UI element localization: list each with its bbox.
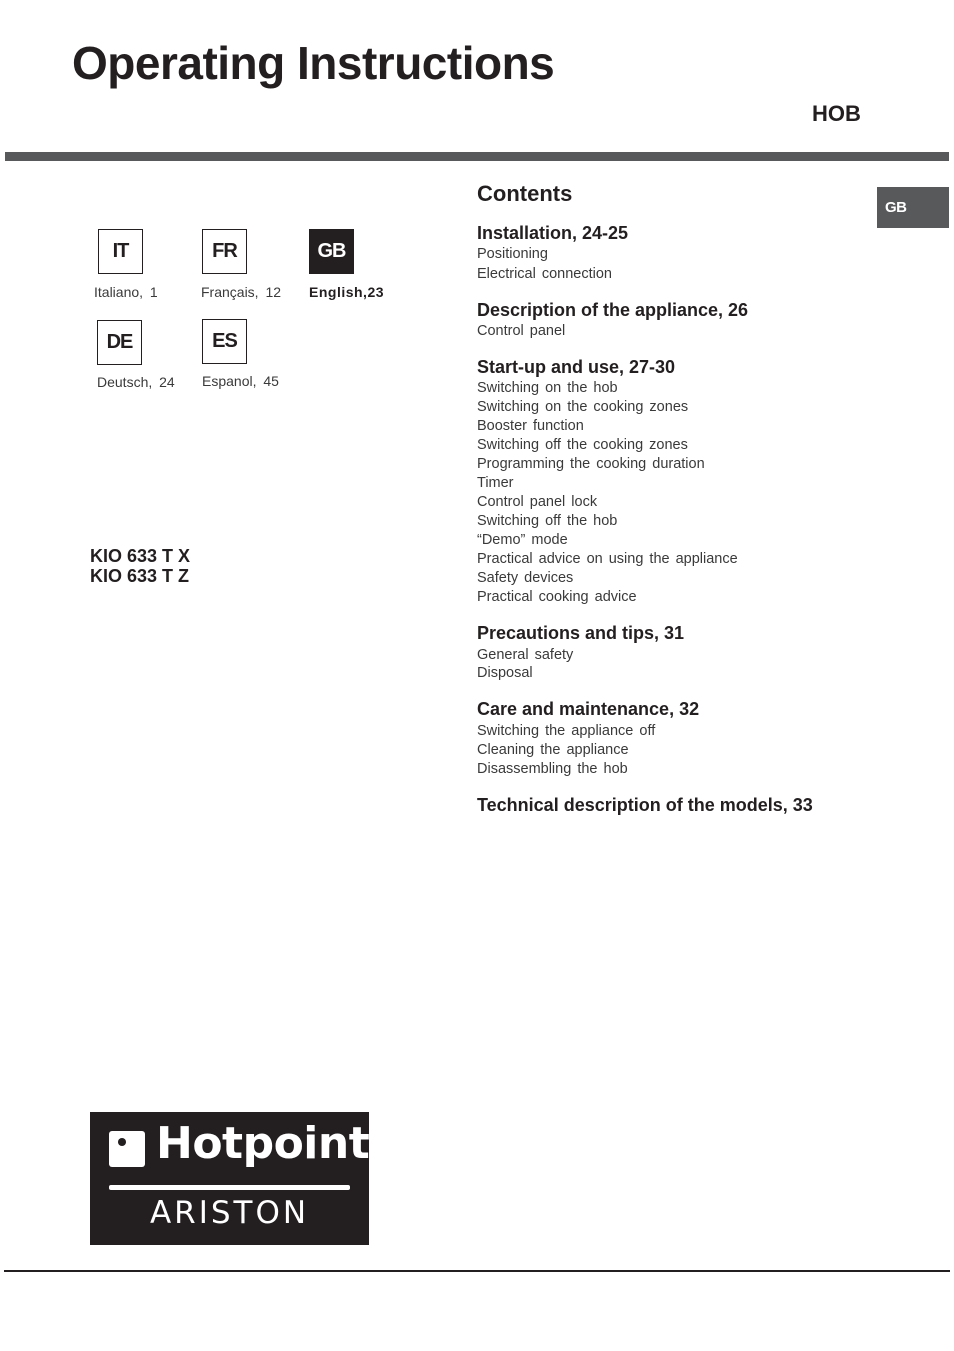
logo-sub-text: ARISTON — [149, 1195, 310, 1231]
brand-logo — [90, 1112, 369, 1245]
lang-label-it: Italiano, 1 — [94, 284, 158, 300]
section-item: Cleaning the appliance — [477, 742, 629, 758]
footer-divider — [4, 1270, 950, 1272]
section-item: Switching off the cooking zones — [477, 437, 688, 453]
lang-box-gb: GB — [309, 229, 354, 274]
section-item: Switching on the hob — [477, 380, 618, 396]
lang-label-fr: Français, 12 — [201, 284, 282, 300]
section-item: Programming the cooking duration — [477, 456, 705, 472]
lang-box-it: IT — [98, 229, 143, 274]
model-name: KIO 633 T Z — [90, 566, 190, 586]
section-item: Switching on the cooking zones — [477, 399, 689, 415]
section-title: Care and maintenance, 32 — [477, 699, 700, 719]
lang-label-de: Deutsch, 24 — [97, 374, 175, 390]
section-title: Technical description of the models, 33 — [477, 795, 813, 815]
section-item: Booster function — [477, 418, 584, 434]
model-name: KIO 633 T X — [90, 546, 191, 566]
section-item: Switching off the hob — [477, 513, 618, 529]
section-item: Positioning — [477, 246, 548, 262]
page-title: Operating Instructions — [72, 37, 555, 89]
section-title: Precautions and tips, 31 — [477, 623, 685, 643]
section-title: Description of the appliance, 26 — [477, 300, 749, 320]
section-item: Safety devices — [477, 570, 574, 586]
logo-mark-icon — [109, 1131, 145, 1167]
contents-title: Contents — [477, 181, 573, 206]
lang-label-es: Espanol, 45 — [202, 373, 279, 389]
section-item: Disassembling the hob — [477, 761, 628, 777]
logo-dot — [118, 1138, 126, 1146]
header-divider — [5, 152, 949, 161]
section-item: Switching the appliance off — [477, 723, 656, 739]
section-title: Installation, 24-25 — [477, 223, 629, 243]
section-item: Control panel — [477, 323, 566, 339]
lang-box-fr: FR — [202, 229, 247, 274]
section-item: General safety — [477, 647, 574, 663]
language-tab: GB — [877, 187, 949, 228]
section-item: Electrical connection — [477, 266, 612, 282]
product-type: HOB — [812, 101, 861, 126]
section-item: Practical cooking advice — [477, 589, 637, 605]
logo-divider — [109, 1185, 350, 1190]
section-item: Disposal — [477, 665, 533, 681]
section-item: Timer — [477, 475, 514, 491]
lang-label-gb: English,23 — [309, 284, 385, 300]
section-item: “Demo” mode — [477, 532, 568, 548]
lang-box-de: DE — [97, 320, 142, 365]
section-item: Control panel lock — [477, 494, 598, 510]
section-item: Practical advice on using the appliance — [477, 551, 738, 567]
logo-brand-text: Hotpoint — [156, 1118, 370, 1169]
lang-box-es: ES — [202, 319, 247, 364]
section-title: Start-up and use, 27-30 — [477, 357, 676, 377]
